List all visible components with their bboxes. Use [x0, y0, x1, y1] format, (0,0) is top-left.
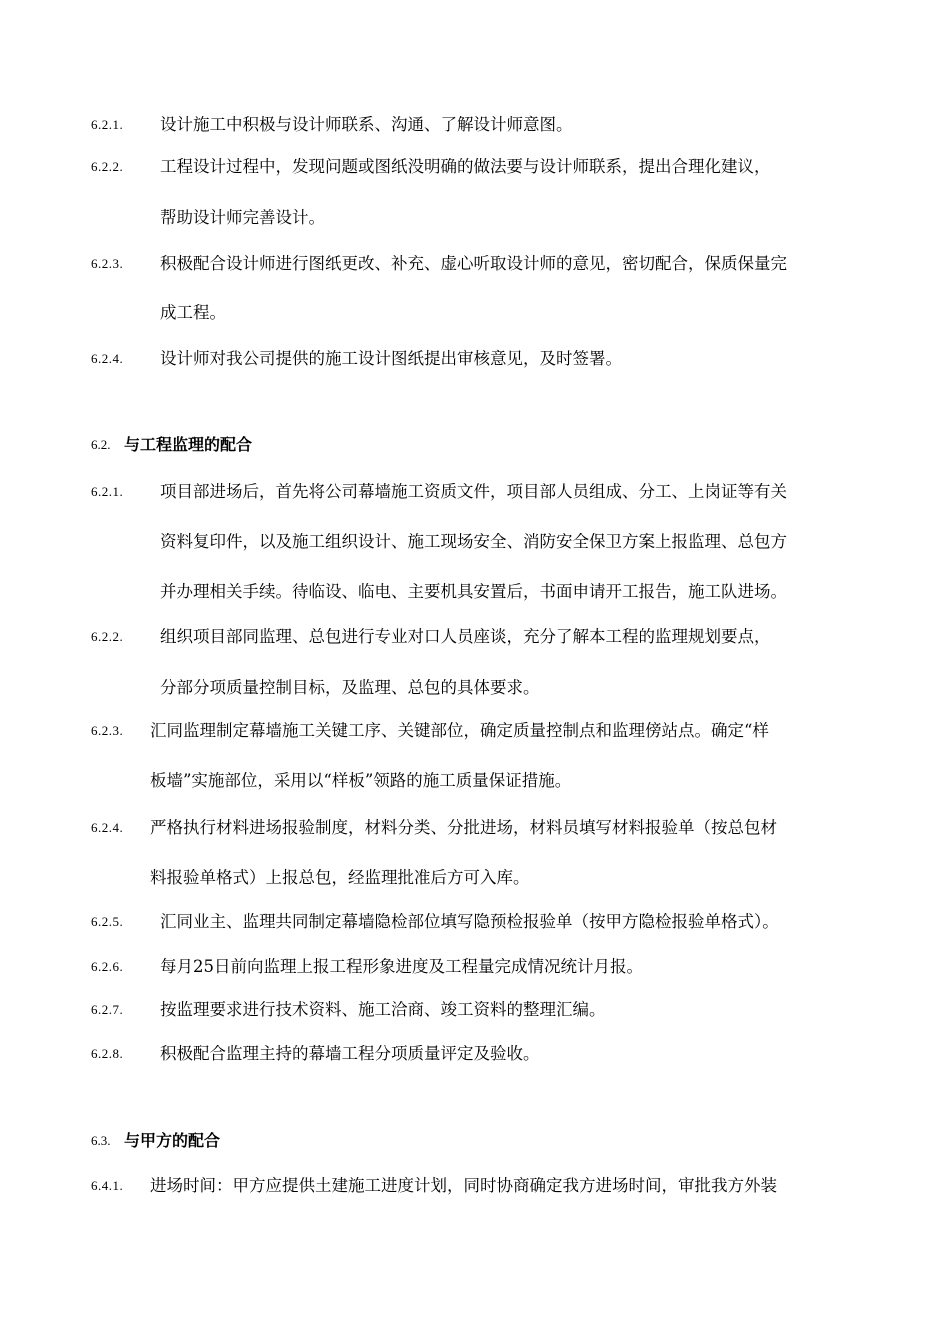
item-text: 积极配合设计师进行图纸更改、补充、虚心听取设计师的意见，密切配合，保质保量完	[160, 254, 787, 273]
item-text: 项目部进场后，首先将公司幕墙施工资质文件，项目部人员组成、分工、上岗证等有关	[160, 482, 787, 501]
item-text-continued: 分部分项质量控制目标，及监理、总包的具体要求。	[160, 678, 540, 697]
item-number: 6.2.4.	[91, 820, 124, 835]
item-number: 6.2.3.	[91, 256, 124, 271]
item-text: 设计师对我公司提供的施工设计图纸提出审核意见，及时签署。	[160, 349, 622, 368]
item-text: 积极配合监理主持的幕墙工程分项质量评定及验收。	[160, 1044, 540, 1063]
item-text-continued: 板墙”实施部位，采用以“样板”领路的施工质量保证措施。	[150, 771, 572, 790]
item-text-continued: 并办理相关手续。待临设、临电、主要机具安置后，书面申请开工报告，施工队进场。	[160, 582, 787, 601]
section-title: 与甲方的配合	[124, 1131, 221, 1150]
item-text: 汇同监理制定幕墙施工关键工序、关键部位，确定质量控制点和监理傍站点。确定“样	[150, 721, 769, 740]
item-number: 6.2.2.	[91, 159, 124, 174]
item-text-continued: 料报验单格式）上报总包，经监理批准后方可入库。	[150, 868, 530, 887]
item-number: 6.2.5.	[91, 914, 124, 929]
item-number: 6.4.1.	[91, 1178, 124, 1193]
item-text: 汇同业主、监理共同制定幕墙隐检部位填写隐预检报验单（按甲方隐检报验单格式）。	[160, 912, 779, 931]
item-number: 6.2.2.	[91, 629, 124, 644]
item-text: 严格执行材料进场报验制度，材料分类、分批进场，材料员填写材料报验单（按总包材	[150, 818, 777, 837]
section-number: 6.2.	[91, 437, 111, 452]
item-text-continued: 帮助设计师完善设计。	[160, 208, 325, 227]
item-text: 工程设计过程中，发现问题或图纸没明确的做法要与设计师联系，提出合理化建议，	[160, 157, 771, 176]
section-number: 6.3.	[91, 1133, 111, 1148]
item-number: 6.2.8.	[91, 1046, 124, 1061]
item-number: 6.2.4.	[91, 351, 124, 366]
item-text: 每月25日前向监理上报工程形象进度及工程量完成情况统计月报。	[160, 957, 643, 976]
item-number: 6.2.1.	[91, 117, 124, 132]
item-number: 6.2.1.	[91, 484, 124, 499]
item-text: 设计施工中积极与设计师联系、沟通、了解设计师意图。	[160, 115, 573, 134]
item-number: 6.2.3.	[91, 723, 124, 738]
item-text: 进场时间：甲方应提供土建施工进度计划，同时协商确定我方进场时间，审批我方外装	[150, 1176, 777, 1195]
item-number: 6.2.7.	[91, 1002, 124, 1017]
item-text: 按监理要求进行技术资料、施工洽商、竣工资料的整理汇编。	[160, 1000, 606, 1019]
item-number: 6.2.6.	[91, 959, 124, 974]
item-text-continued: 成工程。	[160, 303, 226, 322]
item-text: 组织项目部同监理、总包进行专业对口人员座谈，充分了解本工程的监理规划要点，	[160, 627, 771, 646]
section-title: 与工程监理的配合	[124, 435, 253, 454]
item-text-continued: 资料复印件，以及施工组织设计、施工现场安全、消防安全保卫方案上报监理、总包方	[160, 532, 787, 551]
